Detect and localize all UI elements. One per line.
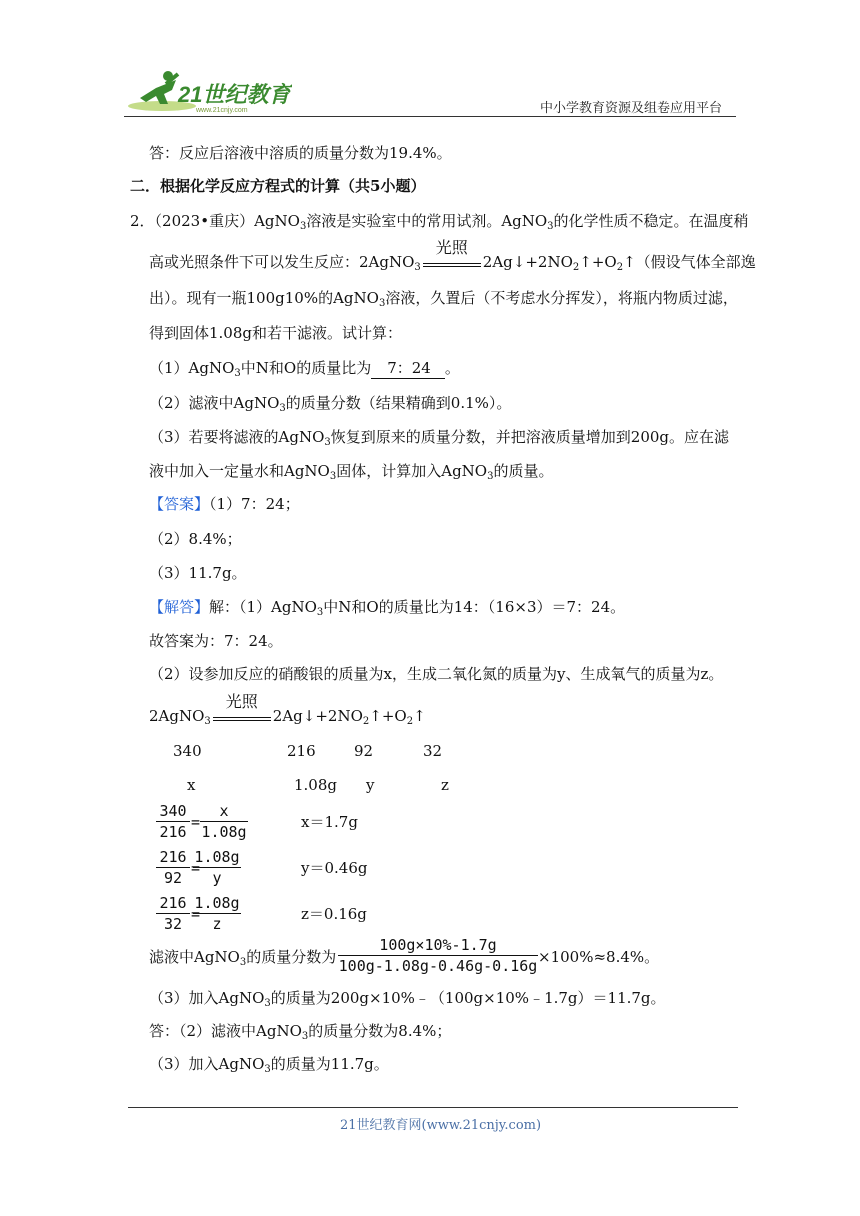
subscript: 3 xyxy=(264,1064,271,1075)
numerator: x xyxy=(219,802,229,820)
question-part-2 xyxy=(149,393,511,413)
footer-divider xyxy=(128,1107,738,1108)
text-run: AgNO xyxy=(254,212,300,230)
subscript: 3 xyxy=(547,221,554,232)
condition-label: 光照 xyxy=(435,238,468,257)
subscript: 2 xyxy=(362,716,370,727)
subscript: 3 xyxy=(279,403,286,414)
text-run: 的质量分数为 xyxy=(246,948,337,966)
equals-sign: = xyxy=(191,813,201,831)
text-run: 出）。现有一瓶100g10%的AgNO xyxy=(149,289,379,307)
question-source: （2023•重庆） xyxy=(154,212,255,230)
subscript: 3 xyxy=(301,1031,309,1042)
section-title: 二．根据化学反应方程式的计算（共5小题） xyxy=(130,177,426,195)
ratio-3-result: z＝0.16g xyxy=(301,905,367,923)
answer-tag: 【答案】 xyxy=(149,495,210,513)
text-run: 中N和O的质量比为14：（16×3）＝7：24。 xyxy=(323,598,626,616)
question-line-4: 得到固体1.08g和若干滤液。试计算： xyxy=(149,324,403,342)
equals-sign: = xyxy=(191,905,201,923)
ratio-1-left xyxy=(156,801,190,842)
solution-line-1 xyxy=(149,597,625,617)
text-run: ↑ xyxy=(413,707,426,725)
text-run: 溶液，久置后（不考虑水分挥发），将瓶内物质过滤， xyxy=(385,289,738,307)
text-run: 中N和O的质量比为 xyxy=(240,359,372,377)
text-run: 的质量为200g×10%﹣（100g×10%﹣1.7g）＝11.7g。 xyxy=(270,989,666,1007)
text-run: 固体，计算加入AgNO xyxy=(336,462,488,480)
fill-in-answer: 7：24 xyxy=(371,358,445,379)
question-line-2 xyxy=(149,238,756,273)
text-run: 高或光照条件下可以发生反应：2AgNO xyxy=(149,253,415,271)
denominator: 1.08g xyxy=(201,823,247,841)
subscript: 3 xyxy=(329,471,337,482)
solution-tag: 【解答】 xyxy=(149,598,210,616)
answer-line-2: （2）8.4%； xyxy=(149,530,242,548)
solution-line-3: （2）设参加反应的硝酸银的质量为x，生成二氧化氮的质量为y、生成氧气的质量为z。 xyxy=(149,665,724,683)
molar-mass-o2: 32 xyxy=(423,742,443,760)
numerator: 216 xyxy=(159,848,187,866)
mass-fraction-expression xyxy=(338,935,538,976)
text-run: 。 xyxy=(444,359,460,377)
text-run: （1）AgNO xyxy=(149,359,235,377)
solution-line-2: 故答案为：7：24。 xyxy=(149,632,283,650)
text-run: （2）滤液中AgNO xyxy=(149,394,280,412)
question-part-3-line-2 xyxy=(149,461,553,481)
ratio-3-right xyxy=(193,893,241,934)
reaction-equation xyxy=(149,692,426,727)
numerator: 216 xyxy=(159,894,187,912)
question-line-1 xyxy=(130,211,749,231)
final-answer-line-1 xyxy=(149,1021,451,1041)
numerator: 340 xyxy=(159,802,187,820)
denominator: 100g-1.08g-0.46g-0.16g xyxy=(338,957,538,975)
text-run: 2Ag↓+2NO xyxy=(482,253,573,271)
mass-fraction-prefix xyxy=(149,947,336,967)
numerator: 1.08g xyxy=(194,848,240,866)
platform-title: 中小学教育资源及组卷应用平台 xyxy=(540,101,723,116)
final-answer-line-2 xyxy=(149,1054,389,1074)
denominator: y xyxy=(193,867,241,888)
molar-mass-agno3: 340 xyxy=(173,742,202,760)
footer-link[interactable]: 21世纪教育网(www.21cnjy.com) xyxy=(340,1118,542,1133)
text-run: 的质量分数为8.4%； xyxy=(308,1022,452,1040)
answer-line-1 xyxy=(149,494,300,514)
subscript: 2 xyxy=(406,716,414,727)
text-run: （3）加入AgNO xyxy=(149,989,265,1007)
text-run: 液中加入一定量水和AgNO xyxy=(149,462,330,480)
subscript: 3 xyxy=(299,221,307,232)
subscript: 3 xyxy=(324,437,331,448)
text-run: （3）若要将滤液的AgNO xyxy=(149,428,325,446)
text-run: 恢复到原来的质量分数，并把溶液质量增加到200g。应在滤 xyxy=(330,428,730,446)
text-run: （1）7：24； xyxy=(209,495,300,513)
molar-mass-ag: 216 xyxy=(287,742,316,760)
question-part-3-line-1 xyxy=(149,427,729,447)
runner-logo-icon xyxy=(122,68,292,114)
ratio-2-right xyxy=(193,847,241,888)
subscript: 3 xyxy=(239,957,247,968)
subscript: 2 xyxy=(572,262,580,273)
answer-line-3: （3）11.7g。 xyxy=(149,564,247,582)
site-logo xyxy=(122,68,292,114)
subscript: 3 xyxy=(234,368,241,379)
text-run: 2Ag↓+2NO xyxy=(272,707,363,725)
ratio-3-left xyxy=(156,893,190,934)
numerator: 1.08g xyxy=(194,894,240,912)
equals-sign: = xyxy=(191,859,201,877)
molar-mass-no2: 92 xyxy=(354,742,374,760)
denominator: z xyxy=(193,913,241,934)
var-ag-mass: 1.08g xyxy=(294,776,338,794)
solution-line-part-3 xyxy=(149,988,666,1008)
text-run: 的化学性质不稳定。在温度稍 xyxy=(553,212,749,230)
text-run: ↑（假设气体全部逸 xyxy=(623,253,756,271)
logo-subtext: www.21cnjy.com xyxy=(196,107,248,114)
text-run: 的质量。 xyxy=(493,462,554,480)
var-z: z xyxy=(441,776,449,794)
text-run: 解：（1）AgNO xyxy=(209,598,317,616)
text-run: 滤液中AgNO xyxy=(149,948,240,966)
subscript: 3 xyxy=(264,998,271,1009)
numerator: 100g×10%-1.7g xyxy=(379,936,497,954)
reaction-condition xyxy=(421,238,483,272)
text-run: ↑+O xyxy=(579,253,617,271)
var-y: y xyxy=(366,776,375,794)
subscript: 2 xyxy=(616,262,624,273)
ratio-2-result: y＝0.46g xyxy=(301,859,368,877)
text-run: 答：（2）滤液中AgNO xyxy=(149,1022,302,1040)
ratio-2-left xyxy=(156,847,190,888)
subscript: 3 xyxy=(204,716,211,727)
text-run: （3）加入AgNO xyxy=(149,1055,265,1073)
text-run: ↑+O xyxy=(369,707,407,725)
reaction-condition xyxy=(211,692,273,726)
question-line-3 xyxy=(149,288,738,308)
denominator: 216 xyxy=(156,821,190,842)
question-number: 2． xyxy=(130,212,155,230)
logo-text: 21世纪教育 xyxy=(178,82,291,107)
subscript: 3 xyxy=(378,298,386,309)
text-run: 2AgNO xyxy=(149,707,205,725)
previous-answer: 答：反应后溶液中溶质的质量分数为19.4%。 xyxy=(149,144,452,162)
mass-fraction-suffix: ×100%≈8.4%。 xyxy=(538,948,660,966)
text-run: 的质量为11.7g。 xyxy=(270,1055,389,1073)
subscript: 3 xyxy=(414,262,421,273)
header-divider xyxy=(124,116,736,117)
ratio-1-result: x＝1.7g xyxy=(301,813,358,831)
condition-label: 光照 xyxy=(225,692,258,711)
denominator: 32 xyxy=(156,913,190,934)
text-run: 的质量分数（结果精确到0.1%）。 xyxy=(285,394,512,412)
denominator: 92 xyxy=(156,867,190,888)
subscript: 3 xyxy=(487,471,494,482)
question-part-1 xyxy=(149,358,460,379)
ratio-1-right xyxy=(200,801,248,842)
subscript: 3 xyxy=(316,607,324,618)
var-x: x xyxy=(187,776,196,794)
text-run: 溶液是实验室中的常用试剂。AgNO xyxy=(306,212,548,230)
